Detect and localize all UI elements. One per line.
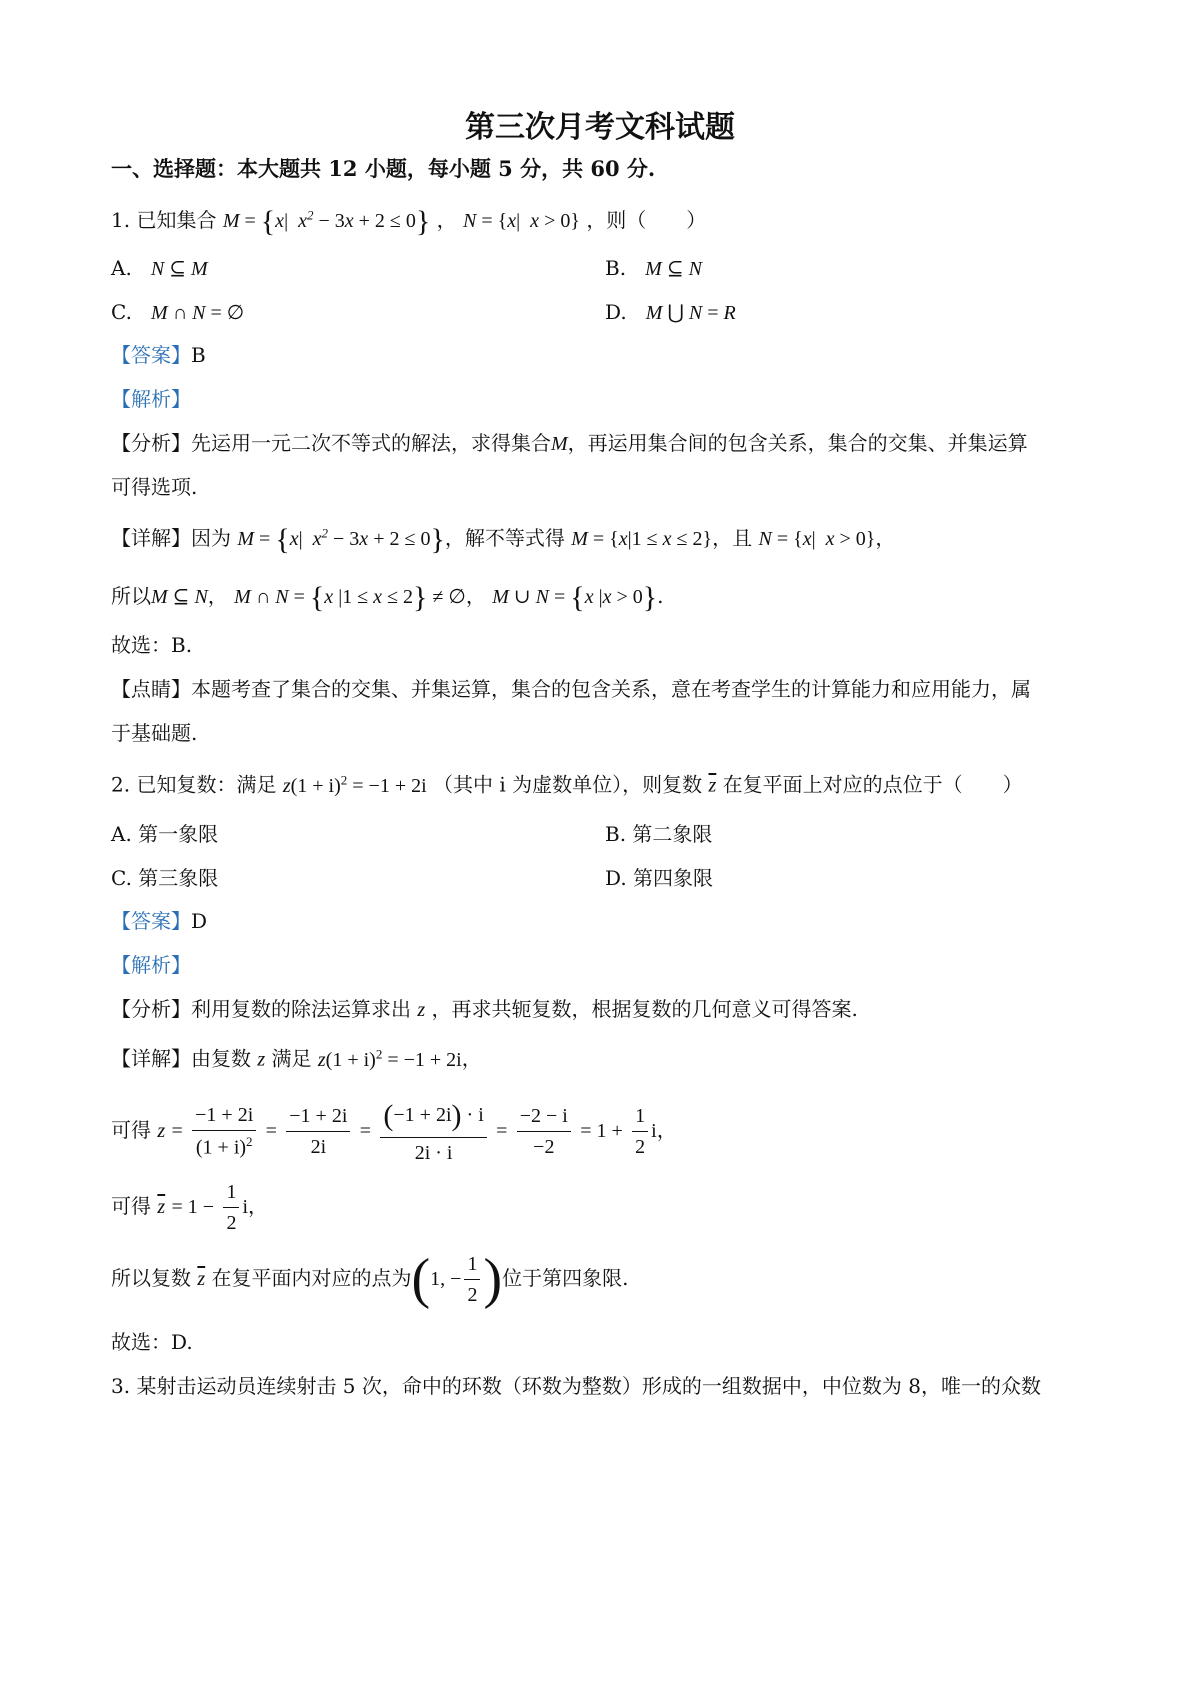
question-1-stem: 1. 已知集合 M = {x| $x^2 - 3x + 2 \le 0$} ， N = {x| x > 0} ，则（ ） (111, 205, 707, 238)
q2-detail-computation: 可得 z = $\frac{-1 + 2i}{(1 + i)^2}$ = $\frac{-1 + 2i}{2i}$ = $\frac{(-1 + 2i) \cdot i}{2i \cdot i}$ = $\frac{-2 - i}{-2}$ = 1 + $\frac{1}{2}$ i， (111, 1099, 677, 1164)
section-heading: 一、选择题：本大题共 12 小题，每小题 5 分，共 60 分. (111, 156, 656, 181)
q1-answer: 【答案】B (111, 343, 206, 367)
set-m-definition: M = {x| $x^2 - 3x + 2 \le 0$} (222, 205, 431, 238)
q2-option-d: D. 第四象限 (605, 866, 714, 890)
q1-analysis-line-2: 可得选项. (111, 475, 198, 499)
q1-option-d: D. M ⋃ N = R (605, 300, 736, 324)
q1-analysis-tag: 【解析】 (111, 387, 191, 411)
q2-detail-point: 所以复数 $\overline{z}$ 在复平面内对应的点为(1, − $\frac{1}{2}$ )位于第四象限. (111, 1248, 629, 1310)
set-n-definition: N = {x| x > 0} (463, 210, 580, 232)
q2-detail-conjugate: 可得 $\overline{z} = 1$ − $\frac{1}{2}$ i， (111, 1181, 268, 1234)
q2-detail-line-1: 【详解】由复数 z 满足 $z(1 + i)^2 = -1 + 2i$， (111, 1046, 482, 1071)
q2-answer: 【答案】D (111, 909, 208, 933)
q1-option-a: A. N ⊆ M (111, 256, 208, 280)
q2-choose: 故选：D. (111, 1330, 193, 1354)
q2-analysis-tag: 【解析】 (111, 953, 191, 977)
q1-analysis-line-1: 【分析】先运用一元二次不等式的解法，求得集合M，再运用集合间的包含关系，集合的交集、并集运算 (111, 431, 1028, 455)
question-3-stem: 3. 某射击运动员连续射击 5 次，命中的环数（环数为整数）形成的一组数据中，中位数为 8，唯一的众数 (111, 1374, 1041, 1398)
q2-option-c: C. 第三象限 (111, 866, 219, 890)
q1-comment-line-1: 【点睛】本题考查了集合的交集、并集运算，集合的包含关系，意在考查学生的计算能力和应用能力，属 (111, 677, 1031, 701)
q2-analysis-line: 【分析】利用复数的除法运算求出 z ，再求共轭复数，根据复数的几何意义可得答案. (111, 997, 858, 1021)
q1-option-b: B. M ⊆ N (605, 256, 702, 280)
q2-option-b: B. 第二象限 (605, 822, 713, 846)
q1-comment-line-2: 于基础题. (111, 721, 198, 745)
q1-detail-line-1: 【详解】因为 M = {x| $x^2 - 3x + 2 \le 0$}，解不等式得 M = {x|1 ≤ x ≤ 2}，且 N = {x| x > 0}， (111, 523, 896, 556)
q2-option-a: A. 第一象限 (111, 822, 219, 846)
q1-detail-line-2: 所以M ⊆ N， M ∩ N = {x |1 ≤ x ≤ 2} ≠ ∅， M ∪ N = {x |x > 0}. (111, 581, 664, 614)
q1-option-c: C. M ∩ N = ∅ (111, 300, 245, 324)
question-2-stem: 2. 已知复数：满足 $z(1 + i)^2 = -1 + 2i$ （其中 i 为虚数单位），则复数 $\overline{z}$ 在复平面上对应的点位于（ ） (111, 772, 1023, 797)
page-title: 第三次月考文科试题 (465, 110, 735, 145)
q1-choose: 故选：B. (111, 633, 193, 657)
